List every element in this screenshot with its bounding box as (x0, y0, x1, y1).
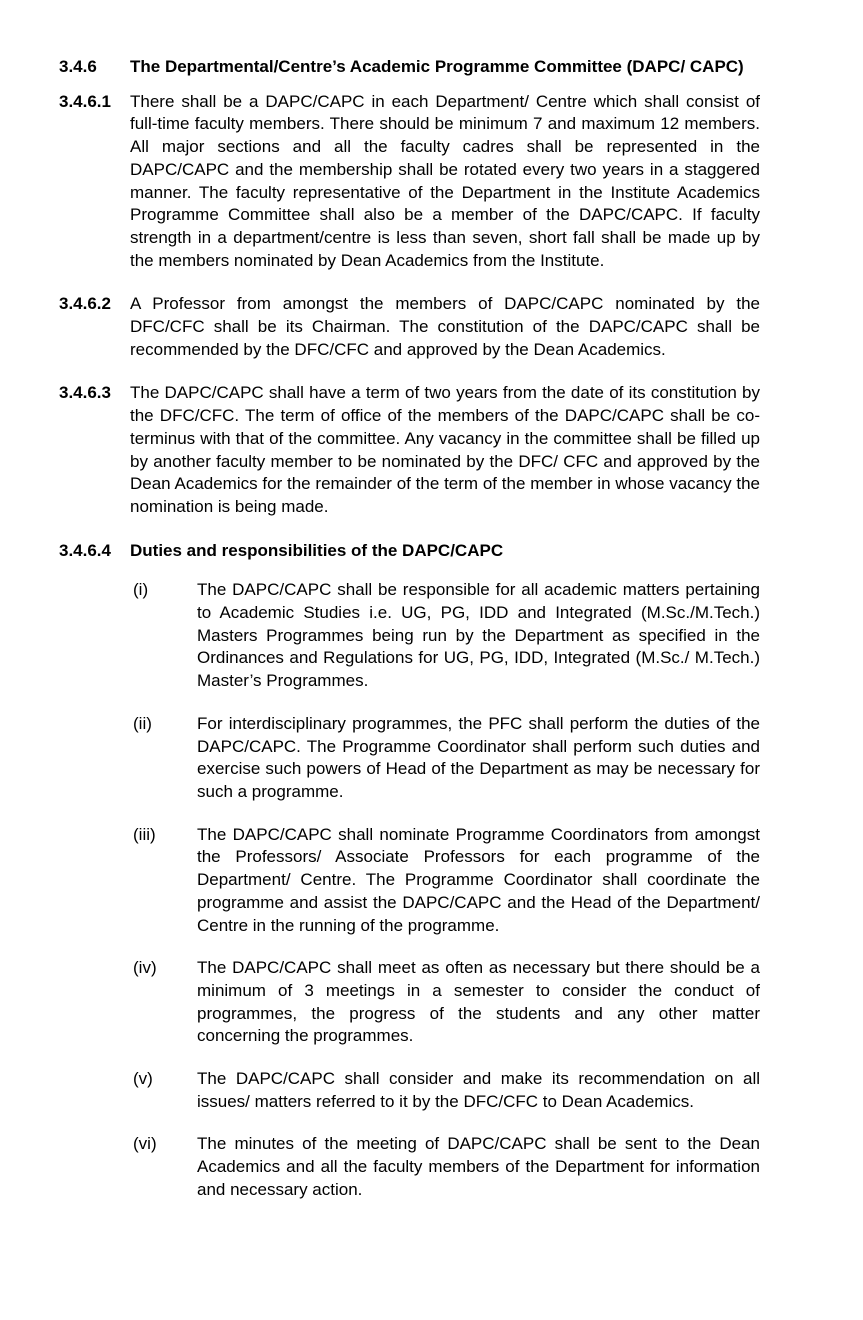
duty-marker: (vi) (133, 1134, 157, 1154)
clause-3-4-6-1 (59, 91, 760, 273)
duty-marker: (iii) (133, 824, 156, 844)
clause-text: There shall be a DAPC/CAPC in each Department/ Centre which shall consist of full-time faculty members. There should be minimum 7 and maximum 12 members. All major sections and all the faculty cadres shall be represented in the DAPC/CAPC and the membership shall be rotated every two years in a staggered manner. The faculty representative of the Department in the Institute Academics Programme Committee shall also be a member of the DAPC/CAPC. If faculty strength in a department/centre is less than seven, short fall shall be made up by the members nominated by Dean Academics from the Institute. (130, 91, 760, 270)
duty-text: The minutes of the meeting of DAPC/CAPC shall be sent to the Dean Academics and all the faculty members of the Department for information and necessary action. (197, 1134, 760, 1199)
duty-item-i (59, 579, 760, 693)
duty-marker: (i) (133, 580, 149, 600)
duty-text: The DAPC/CAPC shall be responsible for all academic matters pertaining to Academic Studies i.e. UG, PG, IDD and Integrated (M.Sc./M.Tech.) Masters Programmes being run by the Department as specified in the Ordinances and Regulations for UG, PG, IDD, Integrated (M.Sc./ M.Tech.) Master’s Programmes. (197, 580, 760, 691)
duty-item-iv (59, 957, 760, 1048)
clause-number: 3.4.6.1 (59, 91, 111, 111)
duty-item-iii (59, 824, 760, 938)
clause-3-4-6-3 (59, 382, 760, 518)
clause-text: The DAPC/CAPC shall have a term of two years from the date of its constitution by the DFC/CFC. The term of office of the members of the DAPC/CAPC shall be co-terminus with that of the committee. Any vacancy in the committee shall be filled up by another faculty member to be nominated by the DFC/ CFC and approved by the Dean Academics for the remainder of the term of the member in whose vacancy the nomination is being made. (130, 383, 760, 516)
section-title: The Departmental/Centre’s Academic Programme Committee (DAPC/ CAPC) (130, 57, 744, 76)
section-3-4-6 (59, 56, 760, 79)
section-number: 3.4.6 (59, 57, 97, 76)
duty-item-ii (59, 713, 760, 804)
clause-title: Duties and responsibilities of the DAPC/CAPC (130, 540, 504, 560)
duty-marker: (v) (133, 1069, 153, 1089)
clause-number: 3.4.6.4 (59, 540, 111, 560)
clause-3-4-6-2 (59, 293, 760, 361)
duties-list (59, 579, 760, 1201)
duty-text: For interdisciplinary programmes, the PFC shall perform the duties of the DAPC/CAPC. The Programme Coordinator shall perform such duties and exercise such powers of Head of the Department as may be necessary for such a programme. (197, 713, 760, 801)
duty-text: The DAPC/CAPC shall nominate Programme Coordinators from amongst the Professors/ Associate Professors for each programme of the Department/ Centre. The Programme Coordinator shall coordinate the programme and assist the DAPC/CAPC and the Head of the Department/ Centre in the running of the programme. (197, 824, 760, 935)
duty-text: The DAPC/CAPC shall meet as often as necessary but there should be a minimum of 3 meetings in a semester to consider the conduct of programmes, the progress of the students and any other matter concerning the programmes. (197, 958, 760, 1046)
duty-item-v (59, 1068, 760, 1113)
clause-3-4-6-4 (59, 540, 760, 563)
clause-text: A Professor from amongst the members of DAPC/CAPC nominated by the DFC/CFC shall be its Chairman. The constitution of the DAPC/CAPC shall be recommended by the DFC/CFC and approved by the Dean Academics. (130, 294, 760, 359)
duty-marker: (iv) (133, 958, 157, 978)
clause-number: 3.4.6.3 (59, 383, 111, 403)
duty-item-vi (59, 1133, 760, 1201)
duty-text: The DAPC/CAPC shall consider and make its recommendation on all issues/ matters referred to it by the DFC/CFC to Dean Academics. (197, 1069, 760, 1111)
duty-marker: (ii) (133, 713, 152, 733)
clause-number: 3.4.6.2 (59, 294, 111, 314)
